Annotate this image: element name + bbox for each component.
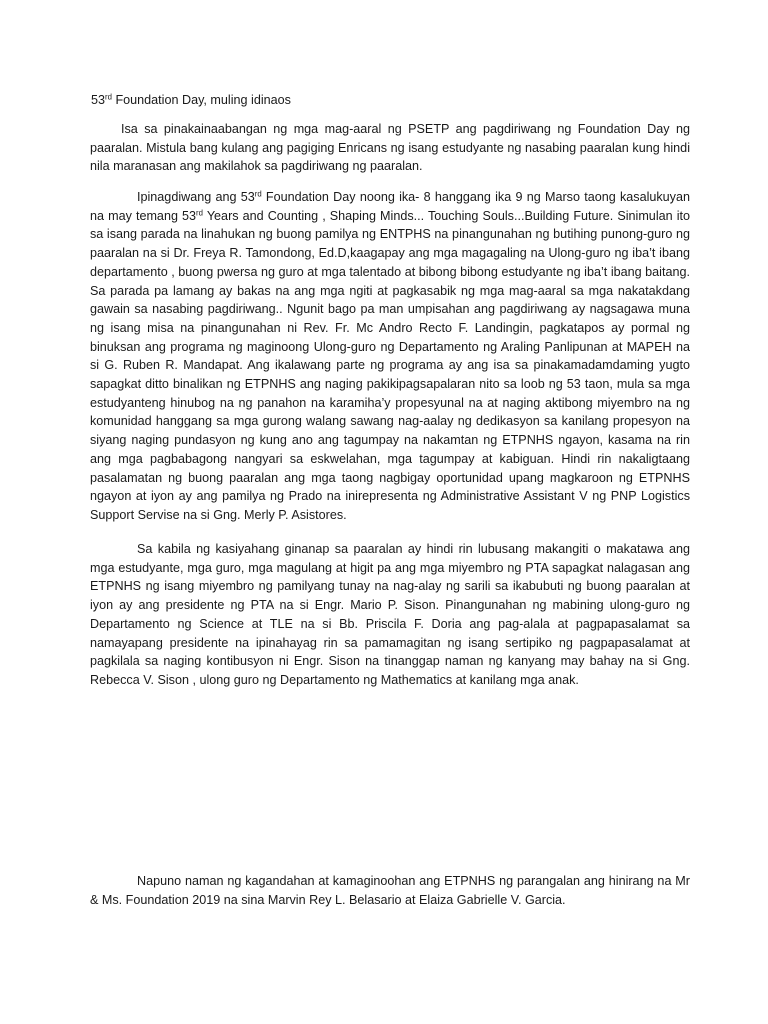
paragraph-2-part-2: Foundation Day noong ika- 8 hanggang ika 9 ng Marso taong kasalukuyan na may temang 53	[90, 190, 690, 223]
paragraph-2-part-1: Ipinagdiwang ang 53	[137, 190, 255, 204]
paragraph-2-sup-1: rd	[254, 189, 262, 199]
paragraph-3: Sa kabila ng kasiyahang ginanap sa paaralan ay hindi rin lubusang makangiti o makatawa ang mga estudyante, mga guro, mga magulang at higit pa ang mga miyembro ng PTA sapagkat nalagasan ang ETPNHS ng isang miyembro ng pamilyang tunay na nag-alay ng sarili sa ikabubuti ng buong paaralan at iyon ay ang presidente ng PTA na si Engr. Mario P. Sison. Pinangunahan ng mabining ulong-guro ng Departamento ng Science at TLE na si Bb. Priscila F. Doria ang pag-alala at pagpapasalamat sa namayapang presidente na ipinahayag rin sa pamamagitan ng isang sertipiko ng pagpapasalamat at pagkilala sa naging kontibusyon ni Engr. Sison na tinanggap naman ng kanyang may bahay na si Gng. Rebecca V. Sison , ulong guro ng Departamento ng Mathematics at kanilang mga anak.	[90, 542, 690, 687]
article-title	[91, 91, 691, 110]
paragraph-2	[90, 188, 690, 525]
title-number: 53	[91, 93, 106, 107]
paragraph-4: Napuno naman ng kagandahan at kamaginoohan ang ETPNHS ng parangalan ang hinirang na Mr & Ms. Foundation 2019 na sina Marvin Rey L. Belasario at Elaiza Gabrielle V. Garcia.	[90, 874, 690, 907]
paragraph-2-sup-2: rd	[196, 208, 203, 218]
paragraph-1: Isa sa pinakainaabangan ng mga mag-aaral ng PSETP ang pagdiriwang ng Foundation Day ng paaralan. Mistula bang kulang ang pagiging Enricans ng isang estudyante ng nasabing paaralan kung hindi nila maranasan ang makilahok sa pagdiriwang ng paaralan.	[90, 122, 690, 174]
title-superscript: rd	[105, 92, 112, 102]
paragraph-2-part-3: Years and Counting , Shaping Minds... Touching Souls...Building Future. Sinimulan ito sa isang parada na linahukan ng buong pamilya ng ENTPHS na pinangunahan ng butihing punong-guro ng paaralan na si Dr. Freya R. Tamondong, Ed.D,kaagapay ang mga magagaling na Ulong-guro ng iba’t ibang departamento , buong pwersa ng guro at mga talentado at bibong bibong estudyante ng iba’t ibang baitang. Sa parada pa lamang ay bakas na ang mga ngiti at pagkasabik ng mga mag-aaral sa mga nakatakdang gawain sa nasabing pagdiriwang.. Ngunit bago pa man umpisahan ang pagdiriwang ay nagsagawa muna ng isang misa na pinangunahan ni Rev. Fr. Mc Andro Recto F. Landingin, pagkatapos ay pormal ng binuksan ang programa ng maginoong Ulong-guro ng Departamento ng Araling Panlipunan at MAPEH na si G. Ruben R. Mandapat. Ang ikalawang parte ng programa ay ang isa sa pinakamadamdaming yugto sapagkat ditto binalikan ng ETPNHS ang naging pakikipagsapalaran nito sa loob ng 53 taon, mula sa mga estudyanteng hinubog na ng panahon na karamiha’y propesyunal na at naging aktibong miyembro na ng komunidad hanggang sa mga gurong walang sawang nag-aalay ng dedikasyon sa kanilang propesyon na siyang naging pundasyon ng kung ano ang tagumpay na nakamtan ng ETPNHS ngayon, kasama na rin ang mga pagbabagong nangyari sa eskwelahan, mga tagumpay at kabiguan. Hindi rin nakaligtaang pasalamatan ng buong paaralan ang mga taong nagbigay oportunidad upang magkaroon ng ETPNHS ngayon at iyon ay ang pamilya ng Prado na inirepresenta ng Administrative Assistant V ng PNP Logistics Support Servise na si Gng. Merly P. Asistores.	[90, 208, 690, 522]
title-text: Foundation Day, muling idinaos	[111, 93, 291, 107]
